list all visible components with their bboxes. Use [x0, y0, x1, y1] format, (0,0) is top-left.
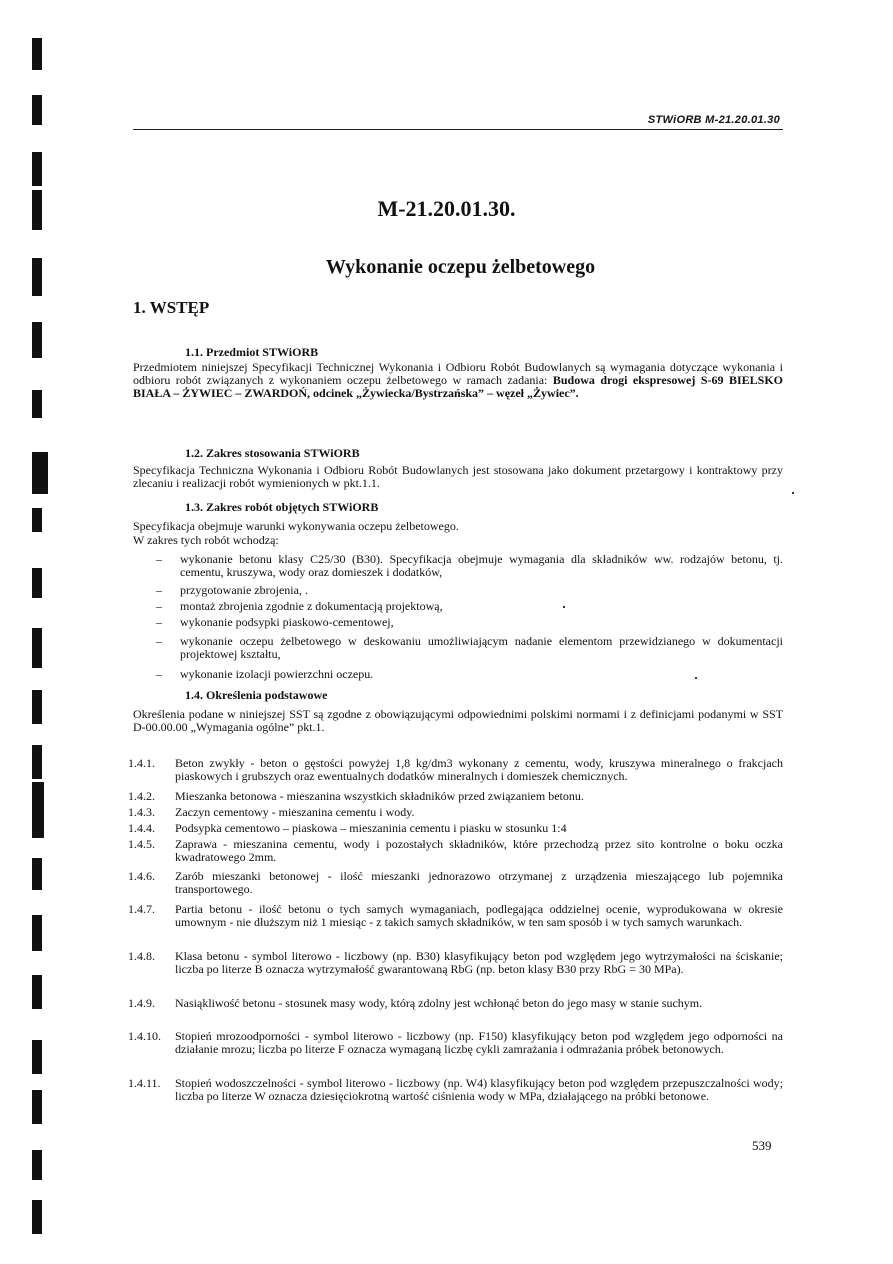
section-heading: 1. WSTĘP [133, 298, 210, 317]
scan-mark [32, 152, 42, 186]
scan-mark [32, 858, 42, 890]
subsection-heading: 1.3. Zakres robót objętych STWiORB [185, 500, 379, 514]
paragraph: W zakres tych robót wchodzą: [133, 533, 279, 547]
subsection-heading: 1.2. Zakres stosowania STWiORB [185, 446, 360, 460]
definition-text: Zarób mieszanki betonowej - ilość mieszanki jednorazowo otrzymanej z urządzenia mieszającego lub pojemnika transportowego. [175, 869, 783, 896]
definition-text: Zaprawa - mieszanina cementu, wody i pozostałych składników, które przechodzą przez sito kontrolne o boku oczka kwadratowego 2mm. [175, 837, 783, 864]
paragraph-text: Przedmiotem niniejszej Specyfikacji Technicznej Wykonania i Odbioru Robót Budowlanych są wymagania dotyczące wykonania i odbioru robót związanych z wykonaniem oczepu żelbetowego w ramach zadania: [133, 360, 783, 387]
definition-number: 1.4.7. [128, 902, 155, 916]
definition-text: Podsypka cementowo – piaskowa – mieszaninia cementu i piasku w stosunku 1:4 [175, 821, 567, 835]
scan-mark [32, 690, 42, 724]
scan-mark [32, 390, 42, 418]
paragraph: Specyfikacja obejmuje warunki wykonywania oczepu żelbetowego. [133, 519, 459, 533]
scan-mark [32, 38, 42, 70]
running-header: STWiORB M-21.20.01.30 [647, 114, 780, 126]
scan-mark [32, 1090, 42, 1124]
definition-text: Klasa betonu - symbol literowo - liczbowy (np. B30) klasyfikujący beton pod względem jego wytrzymałości na ściskanie; liczba po literze B oznacza wytrzymałość gwarantowaną RbG (np. beton klasy B30 przy RbG = 30 MPa). [175, 949, 783, 976]
scan-speck [563, 606, 565, 608]
definition-number: 1.4.5. [128, 837, 155, 851]
scan-mark [32, 915, 42, 951]
scan-mark [32, 628, 42, 668]
list-item-text: przygotowanie zbrojenia, . [180, 583, 308, 597]
definition-number: 1.4.9. [128, 996, 155, 1010]
project-name: Budowa drogi ekspresowej S-69 BIELSKO BIAŁA – ŻYWIEC – ZWARDOŃ, odcinek „Żywiecka/Bystrzańska” – węzeł „Żywiec”. [133, 373, 783, 400]
definition-text: Beton zwykły - beton o gęstości powyżej 1,8 kg/dm3 wykonany z cementu, wody, kruszywa mineralnego o frakcjach piaskowych i grubszych oraz ewentualnych dodatków mineralnych i domieszek chemicznych. [175, 756, 783, 783]
dash-bullet: – [156, 634, 162, 648]
scan-mark [32, 95, 42, 125]
definition-number: 1.4.3. [128, 805, 155, 819]
definition-number: 1.4.4. [128, 821, 155, 835]
list-item-text: wykonanie betonu klasy C25/30 (B30). Specyfikacja obejmuje wymagania dla składników ww. rodzajów betonu, tj. cementu, kruszywa, wody oraz domieszek i dodatków, [180, 552, 783, 579]
subsection-heading: 1.4. Określenia podstawowe [185, 688, 328, 702]
scan-mark [32, 1040, 42, 1074]
definition-text: Stopień wodoszczelności - symbol literowo - liczbowy (np. W4) klasyfikujący beton pod względem przepuszczalności wody; liczba po literze W oznacza dziesięciokrotną wartość ciśnienia wody w MPa, działającego na próbki betonowe. [175, 1076, 783, 1103]
scan-mark [32, 568, 42, 598]
definition-number: 1.4.11. [128, 1076, 161, 1090]
header-rule [133, 129, 783, 130]
definition-text: Stopień mrozoodporności - symbol literowo - liczbowy (np. F150) klasyfikujący beton pod względem jego odporności na działanie mrozu; liczba po literze F oznacza wymaganą liczbę cykli zamrażania i odmrażania próbek betonowych. [175, 1029, 783, 1056]
scan-mark [32, 782, 44, 838]
scan-speck [792, 492, 794, 494]
scan-mark [32, 322, 42, 358]
paragraph: Specyfikacja Techniczna Wykonania i Odbioru Robót Budowlanych jest stosowana jako dokument przetargowy i kontraktowy przy zlecaniu i realizacji robót wymienionych w pkt.1.1. [133, 463, 783, 490]
list-item-text: montaż zbrojenia zgodnie z dokumentacją projektową, [180, 599, 443, 613]
scan-mark [32, 745, 42, 779]
definition-number: 1.4.6. [128, 869, 155, 883]
scan-mark [32, 1150, 42, 1180]
paragraph [133, 361, 783, 400]
paragraph: Określenia podane w niniejszej SST są zgodne z obowiązującymi odpowiednimi polskimi normami i z definicjami podanymi w SST D-00.00.00 „Wymagania ogólne” pkt.1. [133, 707, 783, 734]
definition-number: 1.4.10. [128, 1029, 161, 1043]
definition-text: Mieszanka betonowa - mieszanina wszystkich składników przed związaniem betonu. [175, 789, 584, 803]
document-code: M-21.20.01.30. [377, 196, 516, 221]
dash-bullet: – [156, 599, 162, 613]
list-item-text: wykonanie oczepu żelbetowego w deskowaniu umożliwiającym nadanie elementom przewidzianego w dokumentacji projektowej kształtu, [180, 634, 783, 661]
scan-speck [695, 677, 697, 679]
document-title: Wykonanie oczepu żelbetowego [325, 256, 596, 278]
scan-mark [32, 452, 48, 494]
definition-number: 1.4.2. [128, 789, 155, 803]
dash-bullet: – [156, 552, 162, 566]
definition-text: Zaczyn cementowy - mieszanina cementu i wody. [175, 805, 415, 819]
page-number: 539 [752, 1138, 772, 1153]
scan-mark [32, 1200, 42, 1234]
definition-number: 1.4.1. [128, 756, 155, 770]
list-item-text: wykonanie izolacji powierzchni oczepu. [180, 667, 374, 681]
definition-text: Partia betonu - ilość betonu o tych samych wymaganiach, podlegająca oddzielnej ocenie, wyprodukowana w okresie umownym - nie dłuższym niż 1 miesiąc - z takich samych składników, w ten sam sposób i w tych samych warunkach. [175, 902, 783, 929]
scan-mark [32, 975, 42, 1009]
dash-bullet: – [156, 583, 162, 597]
subsection-heading: 1.1. Przedmiot STWiORB [185, 345, 319, 359]
dash-bullet: – [156, 667, 162, 681]
list-item-text: wykonanie podsypki piaskowo-cementowej, [180, 615, 394, 629]
definition-text: Nasiąkliwość betonu - stosunek masy wody, którą zdolny jest wchłonąć beton do jego masy w stanie suchym. [175, 996, 703, 1010]
definition-number: 1.4.8. [128, 949, 155, 963]
dash-bullet: – [156, 615, 162, 629]
scan-mark [32, 508, 42, 532]
